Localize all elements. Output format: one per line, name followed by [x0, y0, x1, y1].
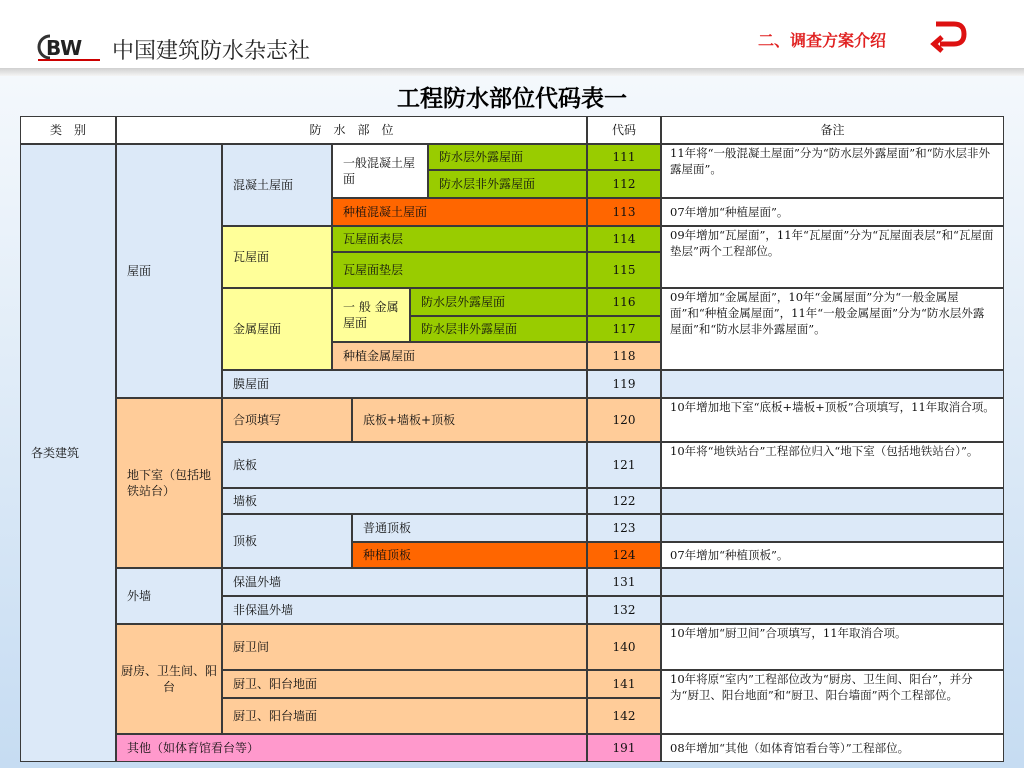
group-kitchen: 厨房、卫生间、阳台 [116, 624, 222, 734]
code-118: 118 [587, 342, 661, 370]
row-123-part: 普通顶板 [352, 514, 587, 542]
sub-floor: 底板 [222, 442, 587, 488]
sub-metal-roof: 金属屋面 [222, 288, 332, 370]
code-131: 131 [587, 568, 661, 596]
row-124-part: 种植顶板 [352, 542, 587, 568]
remark-121: 10年将“地铁站台”工程部位归入“地下室（包括地铁站台）”。 [661, 442, 1004, 488]
code-119: 119 [587, 370, 661, 398]
header-code: 代码 [587, 116, 661, 144]
row-191-part: 其他（如体育馆看台等） [116, 734, 587, 762]
remark-114: 09年增加“瓦屋面”，11年“瓦屋面”分为“瓦屋面表层”和“瓦屋面垫层”两个工程部位。 [661, 226, 1004, 288]
code-114: 114 [587, 226, 661, 252]
remark-120: 10年增加地下室“底板+墙板+顶板”合项填写，11年取消合项。 [661, 398, 1004, 442]
row-115-part: 瓦屋面垫层 [332, 252, 587, 288]
row-131-part: 保温外墙 [222, 568, 587, 596]
row-114-part: 瓦屋面表层 [332, 226, 587, 252]
header-bar [0, 0, 1024, 70]
remark-119 [661, 370, 1004, 398]
sub-ordinary-concrete-roof: 一般混凝土屋面 [332, 144, 428, 198]
row-142-part: 厨卫、阳台墙面 [222, 698, 587, 734]
remark-132 [661, 596, 1004, 624]
sub-tile-roof: 瓦屋面 [222, 226, 332, 288]
remark-141: 10年将原“室内”工程部位改为“厨房、卫生间、阳台”，并分为“厨卫、阳台地面”和“厨卫、阳台墙面”两个工程部位。 [661, 670, 1004, 734]
remark-116: 09年增加“金属屋面”，10年“金属屋面”分为“一般金属屋面”和“种植金属屋面”，11年“一般金属屋面”分为“防水层外露屋面”和“防水层非外露屋面”。 [661, 288, 1004, 370]
code-123: 123 [587, 514, 661, 542]
category-all-buildings: 各类建筑 [20, 144, 116, 762]
remark-131 [661, 568, 1004, 596]
row-111-part: 防水层外露屋面 [428, 144, 587, 170]
code-140: 140 [587, 624, 661, 670]
sub-ordinary-metal-roof: 一 般 金属屋面 [332, 288, 410, 342]
sub-combined: 合项填写 [222, 398, 352, 442]
code-116: 116 [587, 288, 661, 316]
row-113-part: 种植混凝土屋面 [332, 198, 587, 226]
row-140-part: 厨卫间 [222, 624, 587, 670]
header-part: 防 水 部 位 [116, 116, 587, 144]
row-117-part: 防水层非外露屋面 [410, 316, 587, 342]
remark-113: 07年增加“种植屋面”。 [661, 198, 1004, 226]
remark-124: 07年增加“种植顶板”。 [661, 542, 1004, 568]
sub-topboard: 顶板 [222, 514, 352, 568]
code-120: 120 [587, 398, 661, 442]
svg-text:BW: BW [46, 36, 83, 60]
group-roof: 屋面 [116, 144, 222, 398]
code-122: 122 [587, 488, 661, 514]
code-142: 142 [587, 698, 661, 734]
header-category: 类 别 [20, 116, 116, 144]
row-132-part: 非保温外墙 [222, 596, 587, 624]
remark-122 [661, 488, 1004, 514]
remark-111: 11年将“一般混凝土屋面”分为“防水层外露屋面”和“防水层非外露屋面”。 [661, 144, 1004, 198]
code-115: 115 [587, 252, 661, 288]
code-117: 117 [587, 316, 661, 342]
remark-191: 08年增加“其他（如体育馆看台等）”工程部位。 [661, 734, 1004, 762]
group-wall: 外墙 [116, 568, 222, 624]
sub-wallboard: 墙板 [222, 488, 587, 514]
code-191: 191 [587, 734, 661, 762]
code-113: 113 [587, 198, 661, 226]
code-141: 141 [587, 670, 661, 698]
org-name: 中国建筑防水杂志社 [112, 39, 311, 64]
return-arrow-icon[interactable] [930, 18, 968, 54]
row-116-part: 防水层外露屋面 [410, 288, 587, 316]
code-132: 132 [587, 596, 661, 624]
row-112-part: 防水层非外露屋面 [428, 170, 587, 198]
remark-140: 10年增加“厨卫间”合项填写，11年取消合项。 [661, 624, 1004, 670]
table-title: 工程防水部位代码表一 [397, 85, 627, 112]
row-118-part: 种植金属屋面 [332, 342, 587, 370]
remark-123 [661, 514, 1004, 542]
code-121: 121 [587, 442, 661, 488]
code-111: 111 [587, 144, 661, 170]
sub-membrane-roof: 膜屋面 [222, 370, 587, 398]
row-141-part: 厨卫、阳台地面 [222, 670, 587, 698]
sub-concrete-roof: 混凝土屋面 [222, 144, 332, 226]
header-divider [0, 68, 1024, 76]
code-124: 124 [587, 542, 661, 568]
row-120-part: 底板+墙板+顶板 [352, 398, 587, 442]
cbw-logo [36, 32, 104, 62]
section-title: 二、调查方案介绍 [758, 31, 887, 50]
group-basement: 地下室（包括地铁站台） [116, 398, 222, 568]
header-remark: 备注 [661, 116, 1004, 144]
code-112: 112 [587, 170, 661, 198]
